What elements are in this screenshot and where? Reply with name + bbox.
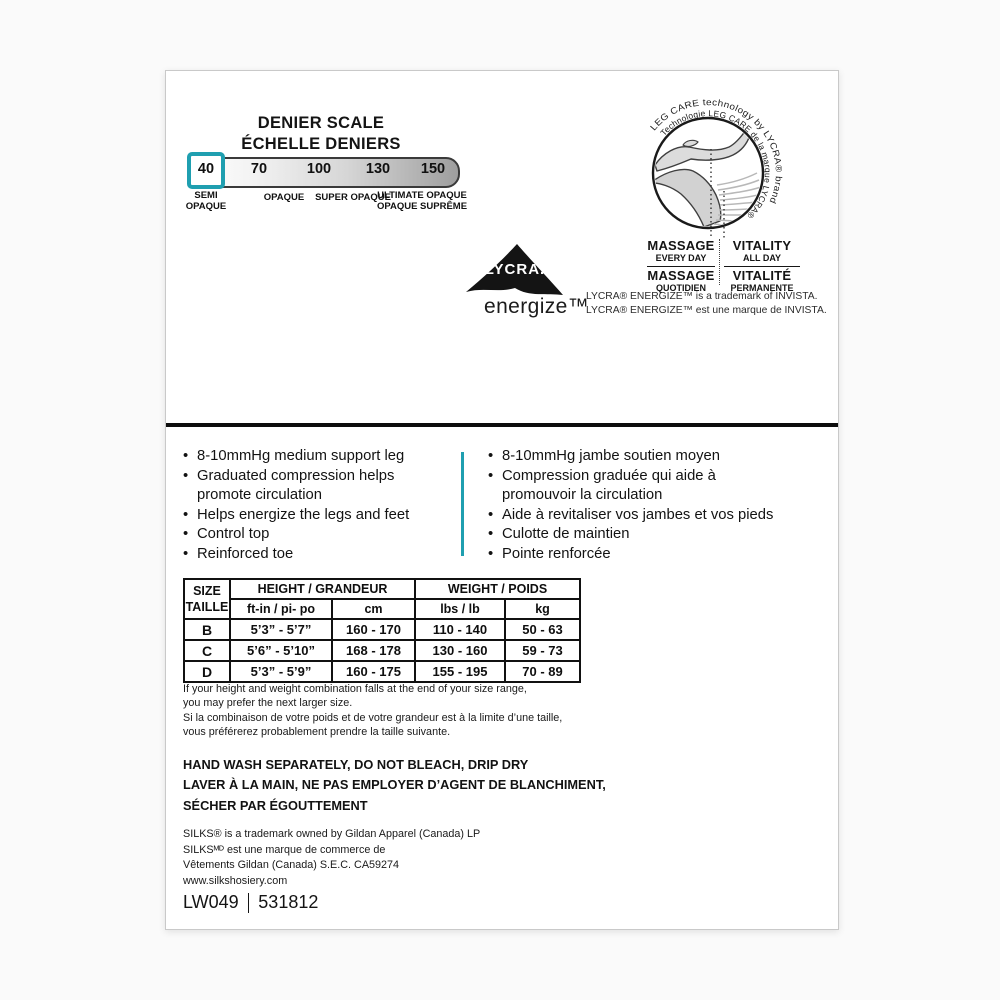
- panel-divider: [166, 423, 838, 427]
- size-table: [183, 578, 581, 683]
- table-row: C 5’6” - 5’10” 168 - 178 130 - 160 59 - 73: [184, 640, 580, 661]
- table-row: B 5’3” - 5’7” 160 - 170 110 - 140 50 - 63: [184, 619, 580, 640]
- list-item: • Pointe renforcée: [488, 545, 773, 565]
- size-b: B: [184, 619, 230, 640]
- opacity-label-super-opaque: SUPER OPAQUE: [315, 192, 391, 203]
- opacity-label-ultimate-opaque: ULTIMATE OPAQUE OPAQUE SUPRÊME: [376, 190, 468, 213]
- size-note: If your height and weight combination falls at the end of your size range, you may prefer the next larger size. Si la combinaison de votre poids et de votre grandeur est à la limite d’une taille, vous préférerez probablement prendre la taille suivante.: [183, 683, 563, 739]
- list-item: • Aide à revitaliser vos jambes et vos pieds: [488, 506, 773, 526]
- list-item: • 8-10mmHg medium support leg: [183, 447, 409, 467]
- energize-wordmark: energize™: [484, 295, 590, 318]
- list-item: • Graduated compression helps: [183, 467, 409, 487]
- dotted-divider: [719, 239, 720, 285]
- size-header: SIZE TAILLE: [184, 579, 230, 619]
- arc-text-en: LEG CARE technology by LYCRA® brand: [648, 97, 784, 205]
- code-divider: [248, 893, 250, 913]
- subheader-cm: cm: [332, 599, 415, 619]
- list-item: • Reinforced toe: [183, 545, 409, 565]
- lycra-trademark-note: LYCRA® ENERGIZE™ is a trademark of INVISTA. LYCRA® ENERGIZE™ est une marque de INVISTA.: [586, 291, 827, 317]
- list-item: • Compression graduée qui aide à: [488, 467, 773, 487]
- opacity-label-semi-opaque: SEMI OPAQUE: [185, 190, 227, 213]
- features-list-en: [183, 447, 409, 564]
- denier-title-fr: ÉCHELLE DENIERS: [241, 135, 401, 154]
- weight-header: WEIGHT / POIDS: [415, 579, 580, 599]
- product-code: [183, 892, 318, 913]
- divider: [647, 266, 715, 267]
- leg-care-medallion-icon: [631, 81, 851, 246]
- benefit-vitality: VITALITY ALL DAY VITALITÉ PERMANENTE: [721, 239, 803, 294]
- package-back-label: [165, 70, 839, 930]
- denier-title-en: DENIER SCALE: [257, 114, 385, 132]
- list-item: • Culotte de maintien: [488, 525, 773, 545]
- subheader-kg: kg: [505, 599, 580, 619]
- denier-value-70: 70: [250, 161, 268, 177]
- divider: [724, 266, 800, 267]
- list-item: • Control top: [183, 525, 409, 545]
- style-number: LW049: [183, 892, 239, 912]
- denier-value-130: 130: [365, 161, 391, 177]
- sku-number: 531812: [258, 892, 319, 912]
- list-item-continuation: promouvoir la circulation: [502, 487, 663, 503]
- subheader-lbs: lbs / lb: [415, 599, 505, 619]
- lycra-logo-icon: [463, 243, 566, 298]
- list-item: • Helps energize the legs and feet: [183, 506, 409, 526]
- care-instructions: HAND WASH SEPARATELY, DO NOT BLEACH, DRIP DRY LAVER À LA MAIN, NE PAS EMPLOYER D’AGENT DE BLANCHIMENT, SÉCHER PAR ÉGOUTTEMENT: [183, 757, 606, 813]
- legal-text: SILKS® is a trademark owned by Gildan Apparel (Canada) LP SILKSᴹᴰ est une marque de commerce de Vêtements Gildan (Canada) S.E.C. CA59274 www.silkshosiery.com: [183, 828, 481, 887]
- height-header: HEIGHT / GRANDEUR: [230, 579, 415, 599]
- table-row: D 5’3” - 5’9” 160 - 175 155 - 195 70 - 89: [184, 661, 580, 682]
- list-item-continuation: promote circulation: [197, 487, 323, 503]
- opacity-label-opaque: OPAQUE: [263, 192, 305, 203]
- list-item: • 8-10mmHg jambe soutien moyen: [488, 447, 773, 467]
- subheader-ftin: ft-in / pi- po: [230, 599, 332, 619]
- benefit-labels: [644, 239, 804, 294]
- denier-value-100: 100: [306, 161, 332, 177]
- size-d: D: [184, 661, 230, 682]
- denier-value-150: 150: [420, 161, 446, 177]
- arc-text-fr: Technologie LEG CARE de la marque LYCRA®: [658, 108, 773, 221]
- size-c: C: [184, 640, 230, 661]
- lycra-wordmark: LYCRA.: [484, 261, 546, 278]
- denier-scale-title: [226, 113, 416, 155]
- denier-value-40: 40: [197, 161, 215, 177]
- features-list-fr: [488, 447, 773, 564]
- benefit-massage: MASSAGE EVERY DAY MASSAGE QUOTIDIEN: [647, 238, 715, 293]
- column-divider: [461, 452, 464, 556]
